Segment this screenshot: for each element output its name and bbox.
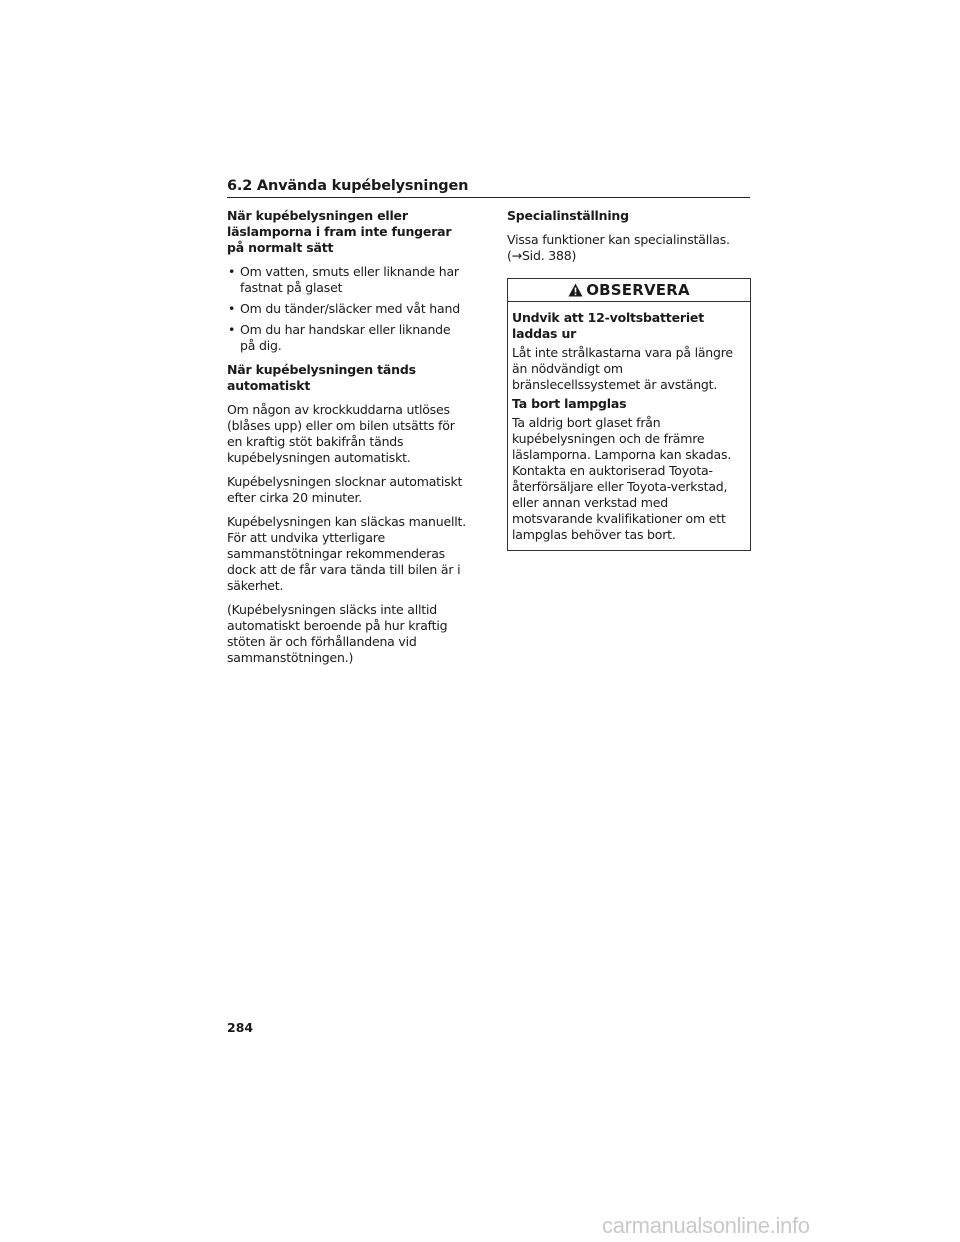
heading-lights-not-working: När kupébelysningen eller läslamporna i fram inte fungerar på normalt sätt	[227, 208, 452, 255]
list-item: • Om du har handskar eller liknande på dig.	[227, 322, 467, 354]
list-item: • Om vatten, smuts eller liknande har fastnat på glaset	[227, 264, 467, 296]
warning-icon	[568, 283, 583, 297]
notice-heading-lens: Ta bort lampglas	[512, 396, 627, 411]
notice-box	[507, 278, 751, 551]
heading-automatic-lighting: När kupébelysningen tänds automatiskt	[227, 362, 416, 393]
notice-text-battery: Låt inte strålkastarna vara på längre än nödvändigt om bränslecellssystemet är avstängt.	[512, 345, 733, 392]
watermark: carmanualsonline.info	[602, 1213, 810, 1238]
paragraph: Kupébelysningen kan släckas manuellt. För att undvika ytterligare sammanstötningar rekommenderas dock att de får vara tända till bilen är i säkerhet.	[227, 514, 467, 593]
notice-heading-battery: Undvik att 12-voltsbatteriet laddas ur	[512, 310, 704, 341]
paragraph-customization: Vissa funktioner kan specialinställas. (→Sid. 388)	[507, 232, 730, 263]
heading-customization: Specialinställning	[507, 208, 629, 223]
bullet-list	[227, 264, 467, 354]
list-item: • Om du tänder/släcker med våt hand	[227, 301, 467, 317]
left-column	[227, 208, 467, 674]
paragraph: Om någon av krockkuddarna utlöses (blåses upp) eller om bilen utsätts för en kraftig stöt bakifrån tänds kupébelysningen automatiskt.	[227, 402, 455, 465]
page-number: 284	[227, 1020, 254, 1035]
notice-title: OBSERVERA	[586, 281, 690, 299]
notice-body	[508, 302, 750, 550]
right-column	[507, 208, 751, 551]
notice-header	[508, 279, 750, 302]
notice-text-lens: Ta aldrig bort glaset från kupébelysningen och de främre läslamporna. Lamporna kan skadas. Kontakta en auktoriserad Toyota-återförsäljare eller Toyota-verkstad, eller annan verkstad med motsvarande kvalifikationer om ett lampglas behöver tas bort.	[512, 415, 732, 542]
section-title: 6.2 Använda kupébelysningen	[227, 178, 750, 198]
paragraph: (Kupébelysningen släcks inte alltid automatiskt beroende på hur kraftig stöten är och förhållandena vid sammanstötningen.)	[227, 602, 448, 665]
paragraph: Kupébelysningen slocknar automatiskt efter cirka 20 minuter.	[227, 474, 463, 505]
